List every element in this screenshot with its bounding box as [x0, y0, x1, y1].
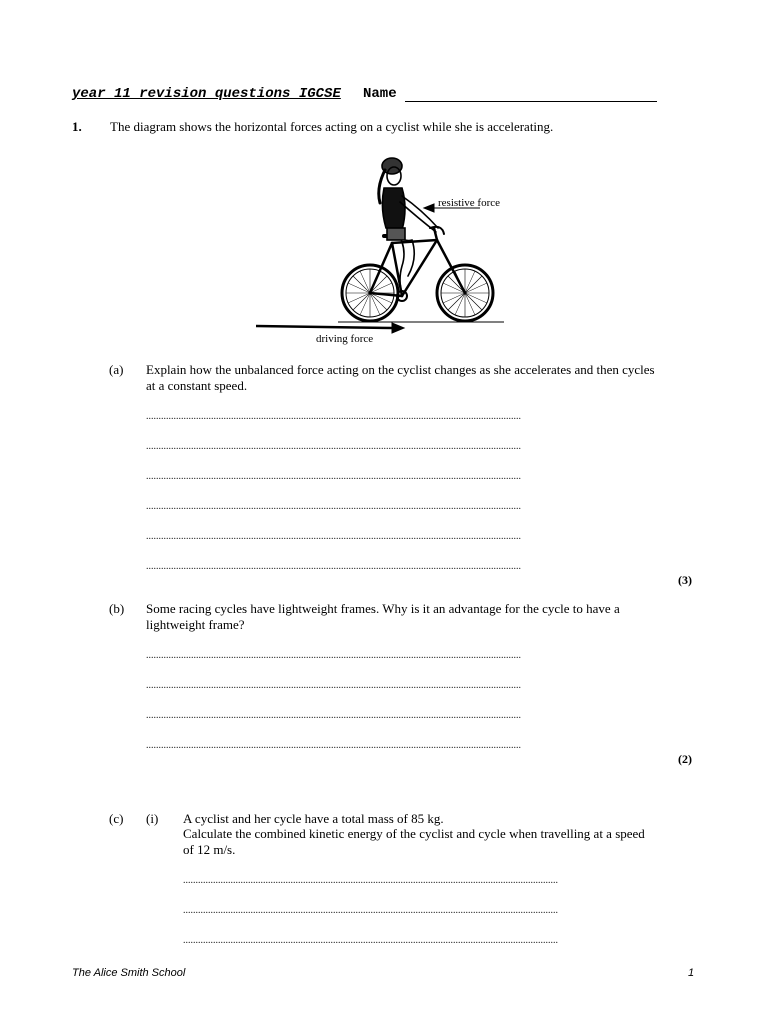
part-c-sub-label: (i) [146, 811, 159, 826]
part-c-line1: A cyclist and her cycle have a total mass of 85 kg. [183, 811, 444, 826]
worksheet-title: year 11 revision questions IGCSE [72, 86, 341, 102]
part-b-marks: (2) [678, 752, 692, 766]
question-number: 1. [72, 119, 82, 134]
answer-line[interactable]: ...................................................................................................................................................... [183, 936, 558, 946]
footer-school: The Alice Smith School [72, 967, 186, 979]
cyclist-diagram [252, 148, 522, 348]
answer-line[interactable]: ...................................................................................................................................................... [146, 472, 521, 482]
answer-line[interactable]: ...................................................................................................................................................... [146, 651, 521, 661]
part-a-text: Explain how the unbalanced force acting on the cyclist changes as she accelerates and then cycles at a constant speed. [146, 362, 655, 393]
rider [379, 158, 438, 294]
driving-force-arrow [256, 323, 404, 333]
part-b-label: (b) [109, 601, 125, 616]
part-c-label: (c) [109, 811, 124, 826]
answer-line[interactable]: ...................................................................................................................................................... [146, 532, 521, 542]
name-label: Name [363, 86, 397, 102]
driving-force-label: driving force [316, 333, 374, 345]
question-intro: The diagram shows the horizontal forces acting on a cyclist while she is accelerating. [110, 119, 554, 134]
answer-line[interactable]: ...................................................................................................................................................... [146, 442, 521, 452]
part-a-marks: (3) [678, 573, 692, 587]
bike-frame [370, 227, 465, 301]
part-c-line2: Calculate the combined kinetic energy of the cyclist and cycle when travelling at a speed of 12 m/s. [183, 826, 645, 857]
answer-line[interactable]: ...................................................................................................................................................... [146, 502, 521, 512]
part-a-label: (a) [109, 362, 124, 377]
answer-line[interactable]: ...................................................................................................................................................... [146, 711, 521, 721]
answer-line[interactable]: ...................................................................................................................................................... [146, 681, 521, 691]
answer-line[interactable]: ...................................................................................................................................................... [183, 906, 558, 916]
answer-line[interactable]: ...................................................................................................................................................... [183, 876, 558, 886]
answer-line[interactable]: ...................................................................................................................................................... [146, 741, 521, 751]
footer-page-number: 1 [688, 967, 695, 979]
name-line [405, 101, 657, 102]
answer-line[interactable]: ...................................................................................................................................................... [146, 562, 521, 572]
resistive-force-label: resistive force [438, 197, 500, 209]
answer-line[interactable]: ...................................................................................................................................................... [146, 412, 521, 422]
part-b-text: Some racing cycles have lightweight frames. Why is it an advantage for the cycle to have a lightweight frame? [146, 601, 620, 632]
